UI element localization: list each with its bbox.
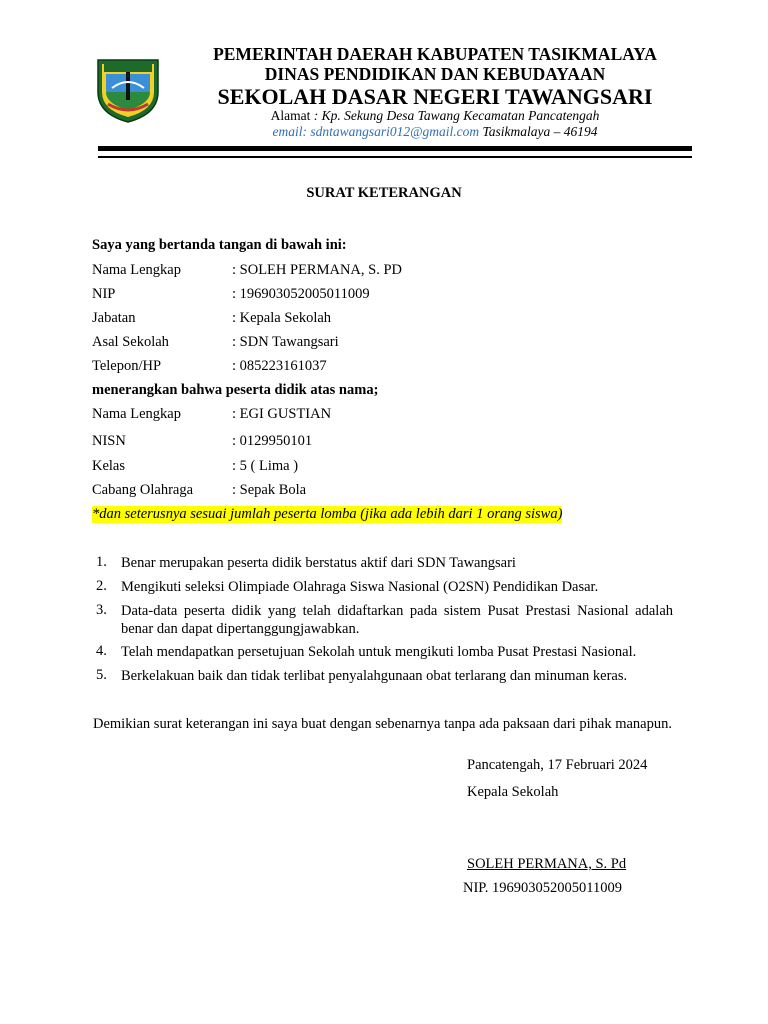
signature-name: SOLEH PERMANA, S. Pd — [467, 856, 627, 872]
letterhead-school-name: SEKOLAH DASAR NEGERI TAWANGSARI — [217, 84, 653, 109]
closing-paragraph: Demikian surat keterangan ini saya buat dengan sebenarnya tanpa ada paksaan dari pihak manapun. — [93, 716, 672, 732]
signer-label-phone: Telepon/HP — [92, 358, 162, 374]
city-postcode: Tasikmalaya – 46194 — [482, 124, 598, 139]
student-label-sport: Cabang Olahraga — [92, 482, 194, 498]
signature-nip: NIP. 196903052005011009 — [463, 880, 622, 896]
list-item-number: 1. — [96, 554, 107, 570]
signer-label-name: Nama Lengkap — [92, 262, 181, 278]
list-item-number: 2. — [96, 578, 107, 594]
signer-value-position: : Kepala Sekolah — [232, 310, 332, 326]
intro-text: Saya yang bertanda tangan di bawah ini: — [92, 237, 347, 253]
student-label-name: Nama Lengkap — [92, 406, 181, 422]
letterhead-address — [165, 108, 705, 124]
student-value-class: : 5 ( Lima ) — [232, 458, 299, 474]
signer-label-position: Jabatan — [92, 310, 136, 326]
student-label-class: Kelas — [92, 458, 126, 474]
student-label-nisn: NISN — [92, 433, 126, 449]
signer-value-phone: : 085223161037 — [232, 358, 327, 374]
highlighted-note: *dan seterusnya sesuai jumlah peserta lomba (jika ada lebih dari 1 orang siswa) — [92, 506, 563, 522]
signer-value-school: : SDN Tawangsari — [232, 334, 339, 350]
list-item-number: 3. — [96, 602, 107, 618]
regency-emblem-icon — [92, 52, 164, 124]
list-item-text: Mengikuti seleksi Olimpiade Olahraga Siswa Nasional (O2SN) Pendidikan Dasar. — [121, 579, 599, 595]
document-title: SURAT KETERANGAN — [306, 185, 462, 201]
letterhead-line-department: DINAS PENDIDIKAN DAN KEBUDAYAAN — [264, 64, 606, 84]
letterhead-divider-thick — [98, 146, 692, 151]
list-item-text: Telah mendapatkan persetujuan Sekolah untuk mengikuti lomba Pusat Prestasi Nasional. — [121, 644, 637, 660]
signature-place-date: Pancatengah, 17 Februari 2024 — [467, 757, 648, 773]
student-value-nisn: : 0129950101 — [232, 433, 313, 449]
signer-value-name: : SOLEH PERMANA, S. PD — [232, 262, 402, 278]
signer-value-nip: : 196903052005011009 — [232, 286, 370, 302]
letterhead-contact — [165, 124, 705, 140]
signer-label-nip: NIP — [92, 286, 116, 302]
student-value-sport: : Sepak Bola — [232, 482, 307, 498]
address-value: : Kp. Sekung Desa Tawang Kecamatan Pancatengah — [313, 108, 600, 123]
list-item-text: Berkelakuan baik dan tidak terlibat penyalahgunaan obat terlarang dan minuman keras. — [121, 668, 628, 684]
school-email: email: sdntawangsari012@gmail.com — [272, 124, 480, 139]
list-item-number: 5. — [96, 667, 107, 683]
address-label: Alamat — [270, 108, 311, 123]
regency-logo — [92, 52, 164, 124]
signature-position: Kepala Sekolah — [467, 784, 559, 800]
letterhead-divider-thin — [98, 156, 692, 158]
student-value-name: : EGI GUSTIAN — [232, 406, 332, 422]
list-item-number: 4. — [96, 643, 107, 659]
list-item-text: Benar merupakan peserta didik berstatus aktif dari SDN Tawangsari — [121, 555, 516, 571]
signer-label-school: Asal Sekolah — [92, 334, 169, 350]
letterhead-line-government: PEMERINTAH DAERAH KABUPATEN TASIKMALAYA — [213, 44, 657, 64]
list-item-text: Data-data peserta didik yang telah didaftarkan pada sistem Pusat Prestasi Nasional adalah benar dan dapat dipertanggungjawabkan. — [121, 603, 673, 637]
statement-text: menerangkan bahwa peserta didik atas nama; — [92, 382, 379, 398]
